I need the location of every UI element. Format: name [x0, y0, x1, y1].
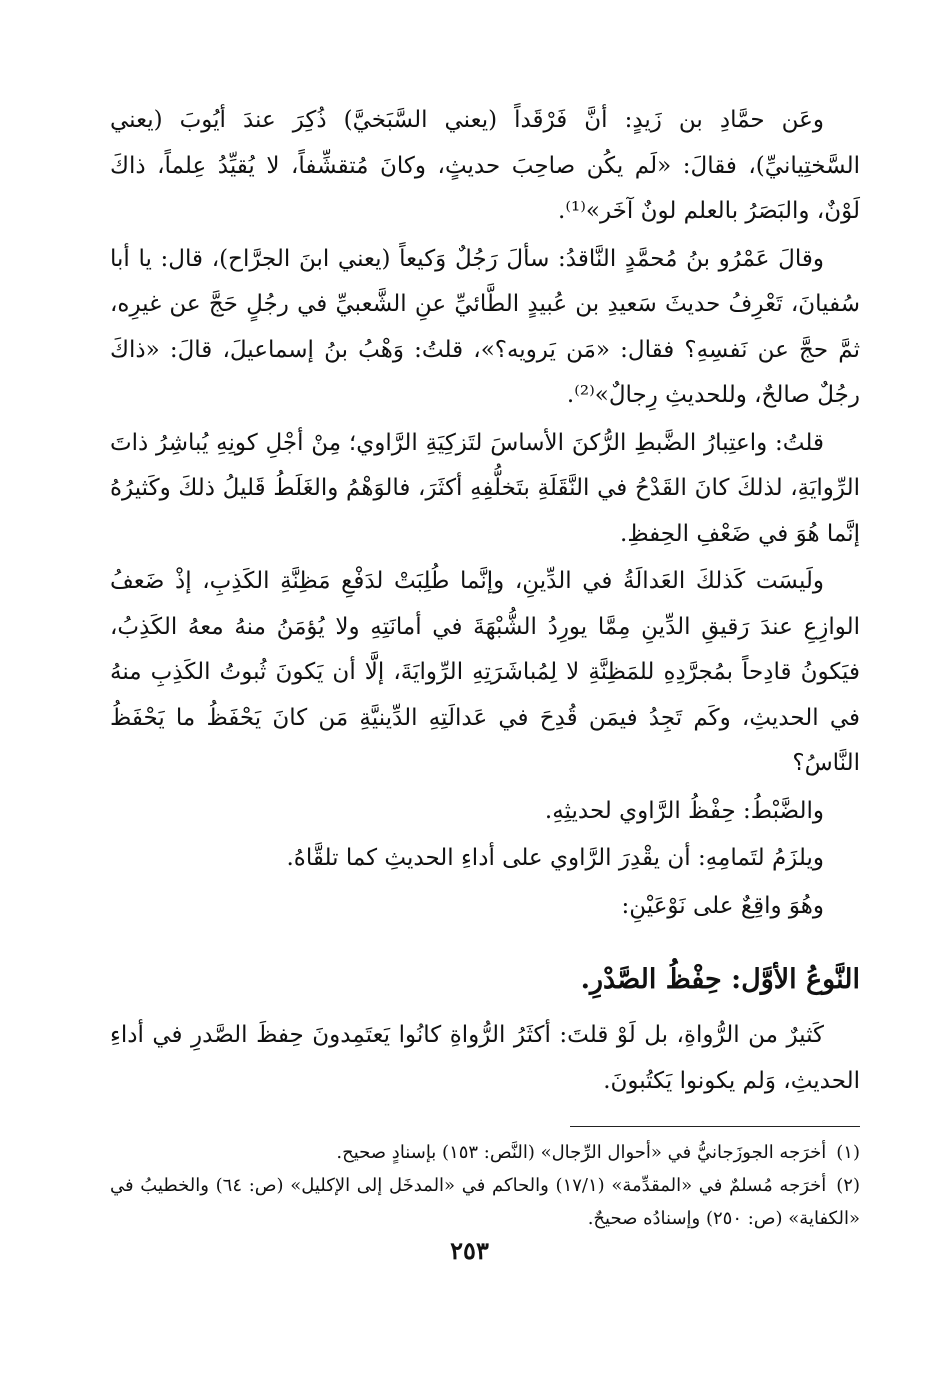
paragraph-7: وهُوَ واقِعٌ على نَوْعَيْنِ:	[621, 892, 824, 919]
footnote-number: (١)	[836, 1142, 860, 1163]
paragraph-6: ويلزَمُ لتَمامِهِ: أن يقْدِرَ الرَّاوي على أداءِ الحديثِ كما تلقَّاهُ.	[286, 845, 824, 871]
paragraph-5: والضَّبْطُ: حِفْظُ الرَّاوي لحديثِهِ.	[544, 797, 824, 824]
section-heading: النَّوعُ الأوَّل: حِفْظُ الصَّدْرِ.	[580, 964, 860, 995]
page-number: ٢٥٣	[450, 1236, 489, 1265]
footnote-divider	[570, 1126, 860, 1127]
footnote-2	[110, 1169, 860, 1235]
paragraph-2: وقالَ عَمْرُو بنُ مُحمَّدٍ النَّاقدُ: سألَ رَجُلٌ وَكيعاً (يعني ابنَ الجرَّاح)، قال: يا أبا سُفيانَ، تَعْرِفُ حديثَ سَعيدِ بن عُبيدٍ الطَّائيِّ عنِ الشَّعبيِّ في رجُلٍ حَجَّ عن غيرِه، ثمَّ حجَّ عن نَفسِهِ؟ فقال: «مَن يَرويه؟»، قلتُ: وَهْبُ بنُ إسماعيلَ، قالَ: «ذاكَ رجُلٌ صالحٌ، وللحديثِ رِجالٌ»⁽²⁾.	[110, 245, 860, 408]
main-text	[110, 98, 860, 1104]
footnote-number: (٢)	[836, 1175, 860, 1196]
footnotes	[110, 1136, 860, 1235]
footnote-1	[110, 1136, 860, 1169]
paragraph-3: قلتُ: واعتِبارُ الضَّبطِ الرُّكنَ الأساسَ لتَزكِيَةِ الرَّاوي؛ مِنْ أجْلِ كونِهِ يُباشِرُ ذاتَ الرِّوايَةِ، لذلكَ كانَ القَدْحُ في النَّقَلَةِ بتَخلُّفِهِ أكثَرَ، فالوَهْمُ والغَلَطُ قَليلُ ذلكَ وكَثيرُهُ إنَّما هُوَ في ضَعْفِ الحِفظِ.	[110, 429, 860, 547]
paragraph-4: ولَيسَت كَذلكَ العَدالَةُ في الدِّينِ، وإنَّما طُلِبَتْ لدَفْعِ مَظِنَّةِ الكَذِبِ، إذْ ضَعفُ الوازِعِ عندَ رَقيقِ الدِّينِ مِمَّا يورِدُ الشُّبْهَةَ في أمانَتِهِ ولا يُؤمَنُ منهُ معهُ الكَذِبُ، فيَكونُ قادِحاً بمُجرَّدِهِ للمَظِنَّةِ لا لِمُباشَرَتِهِ الرِّوايَةَ، إلَّا أن يَكونَ ثُبوتُ الكَذِبِ منهُ في الحديثِ، وكَم تَجِدُ فيمَن قُدِحَ في عَدالَتِهِ الدِّينيَّةِ مَن كانَ يَحْفَظُ ما يَحْفَظُ النَّاسُ؟	[110, 568, 860, 776]
paragraph-8: كَثيرٌ من الرُّواةِ، بل لَوْ قلتَ: أكثَرُ الرُّواةِ كانُوا يَعتَمِدونَ حِفظَ الصَّدرِ في أداءِ الحديثِ، وَلم يكونوا يَكتُبونَ.	[110, 1022, 860, 1094]
paragraph-1: وعَن حمَّادِ بن زَيدٍ: أنَّ فَرْقَداً (يعني السَّبَخيَّ) ذُكِرَ عندَ أيُوبَ (يعني السَّختِيانيِّ)، فقالَ: «لَم يكُن صاحِبَ حديثٍ، وكانَ مُتقشِّفاً، لا يُقيِّدُ عِلماً، ذاكَ لَوْنٌ، والبَصَرُ بالعلم لونٌ آخَر»⁽¹⁾.	[110, 107, 860, 224]
footnote-text: أخرَجه الجوزَجانيُّ في «أحوال الرِّجال» (النَّص: ١٥٣) بإسنادٍ صحيح.	[336, 1142, 827, 1163]
footnote-text: أخرَجه مُسلمٌ في «المقدِّمة» (١٧/١) والحاكم في «المدخَل إلى الإكليل» (ص: ٦٤) والخطيبُ في «الكفاية» (ص: ٢٥٠) وإسنادُه صحيحٌ.	[110, 1175, 860, 1229]
